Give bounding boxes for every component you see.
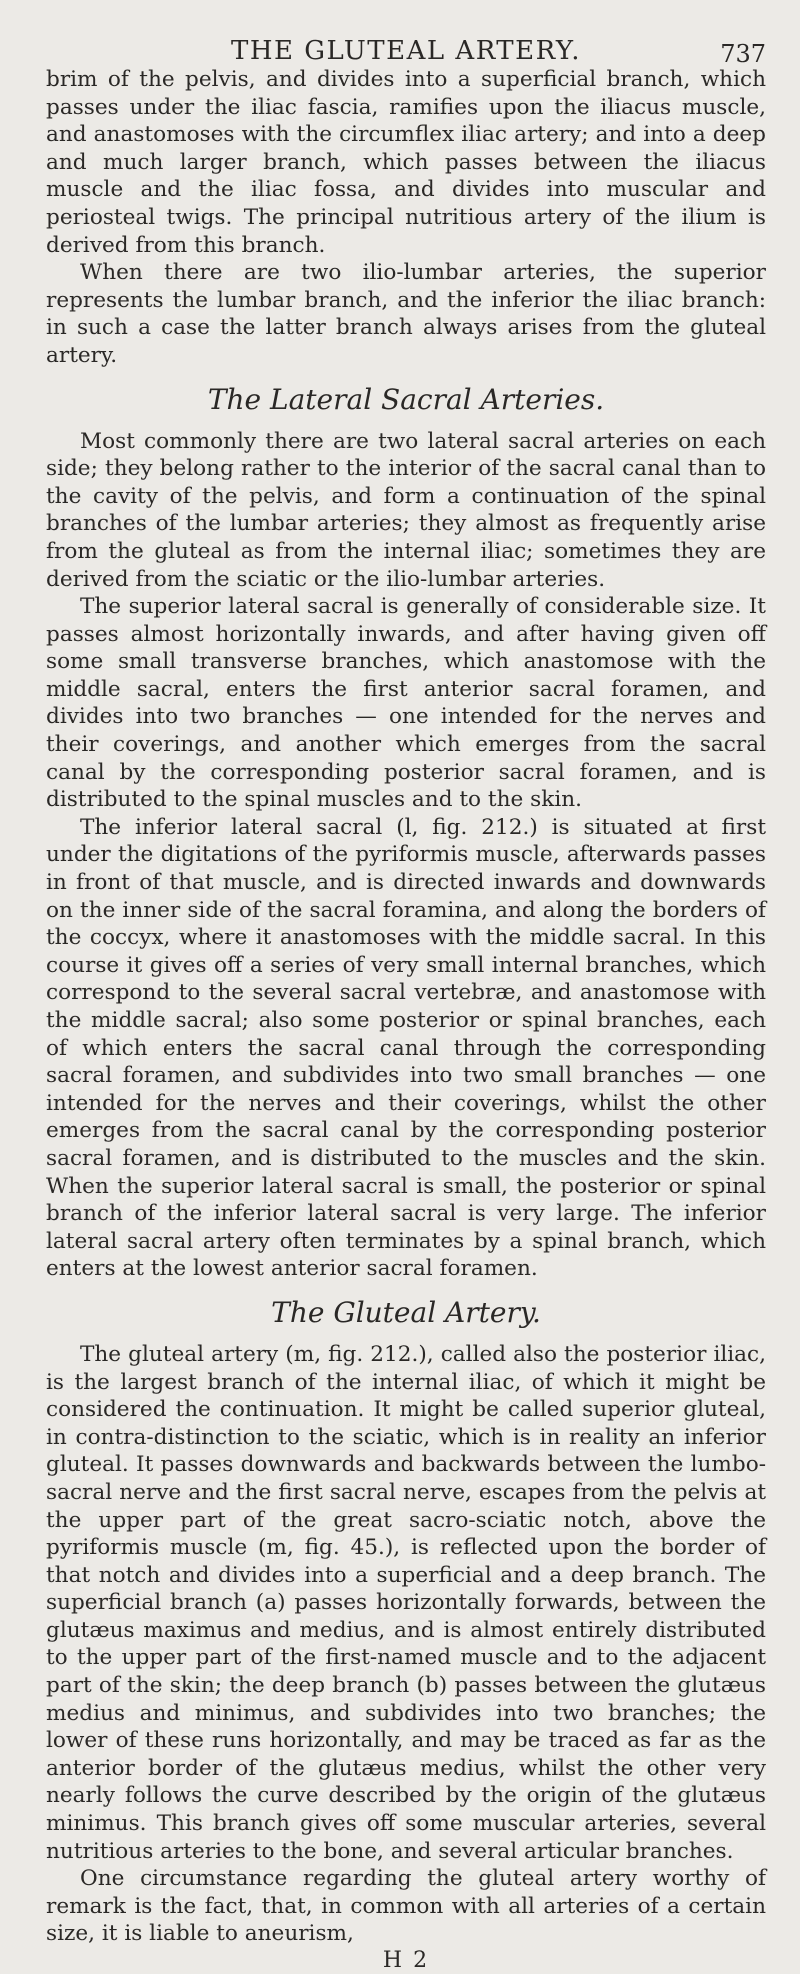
paragraph: When there are two ilio-lumbar arteries, the superior represents the lumbar branch, and the inferior the iliac branch: in such a case the latter branch always arises from the gluteal artery. (46, 260, 766, 368)
running-title: THE GLUTEAL ARTERY. (231, 36, 581, 66)
paragraph: The gluteal artery (m, fig. 212.), called also the posterior iliac, is the largest branch of the internal iliac, of which it might be considered the continuation. It might be called superior gluteal, in contra-distinction to the sciatic, which is in reality an inferior gluteal. It passes downwards and backwards between the lumbo-sacral nerve and the first sacral nerve, escapes from the pelvis at the upper part of the great sacro-sciatic notch, above the pyriformis muscle (m, fig. 45.), is reflected upon the border of that notch and divides into a superficial and a deep branch. The superficial branch (a) passes horizontally forwards, between the glutæus maximus and medius, and is almost entirely distributed to the upper part of the first-named muscle and to the adjacent part of the skin; the deep branch (b) passes between the glutæus medius and minimus, and subdivides into two branches; the lower of these runs horizontally, and may be traced as far as the anterior border of the glutæus medius, whilst the other very nearly follows the curve described by the origin of the glutæus minimus. This branch gives off some muscular arteries, several nutritious arteries to the bone, and several articular branches. (46, 1341, 766, 1864)
section-heading: The Lateral Sacral Arteries. (207, 382, 605, 416)
signature-mark: H 2 (382, 1948, 430, 1973)
paragraph: Most commonly there are two lateral sacral arteries on each side; they belong rather to the interior of the sacral canal than to the cavity of the pelvis, and form a continuation of the spinal branches of the lumbar arteries; they almost as frequently arise from the gluteal as from the internal iliac; sometimes they are derived from the sciatic or the ilio-lumbar arteries. (46, 428, 766, 592)
paragraph: brim of the pelvis, and divides into a superficial branch, which passes under the iliac fascia, ramifies upon the iliacus muscle, and anastomoses with the circumflex iliac artery; and into a deep and much larger branch, which passes between the iliacus muscle and the iliac fossa, and divides into muscular and periosteal twigs. The principal nutritious artery of the ilium is derived from this branch. (46, 67, 766, 258)
paragraph: The inferior lateral sacral (l, fig. 212.) is situated at first under the digitations of the pyriformis muscle, afterwards passes in front of that muscle, and is directed inwards and downwards on the inner side of the sacral foramina, and along the borders of the coccyx, where it anastomoses with the middle sacral. In this course it gives off a series of very small internal branches, which correspond to the several sacral vertebræ, and anastomose with the middle sacral; also some posterior or spinal branches, each of which enters the sacral canal through the corresponding sacral foramen, and subdivides into two small branches — one intended for the nerves and their coverings, whilst the other emerges from the sacral canal by the corresponding posterior sacral foramen, and is distributed to the muscles and the skin. When the superior lateral sacral is small, the posterior or spinal branch of the inferior lateral sacral is very large. The inferior lateral sacral artery often terminates by a spinal branch, which enters at the lowest anterior sacral foramen. (46, 814, 766, 1282)
paragraph: One circumstance regarding the gluteal artery worthy of remark is the fact, that, in common with all arteries of a certain size, it is liable to aneurism, (46, 1866, 766, 1947)
page-number: 737 (720, 40, 766, 68)
section-heading: The Gluteal Artery. (271, 1295, 541, 1329)
page-header (46, 0, 766, 66)
paragraph: The superior lateral sacral is generally of considerable size. It passes almost horizontally inwards, and after having given off some small transverse branches, which anastomose with the middle sacral, enters the first anterior sacral foramen, and divides into two branches — one intended for the nerves and their coverings, and another which emerges from the sacral canal by the corresponding posterior sacral foramen, and is distributed to the spinal muscles and to the skin. (46, 594, 766, 813)
